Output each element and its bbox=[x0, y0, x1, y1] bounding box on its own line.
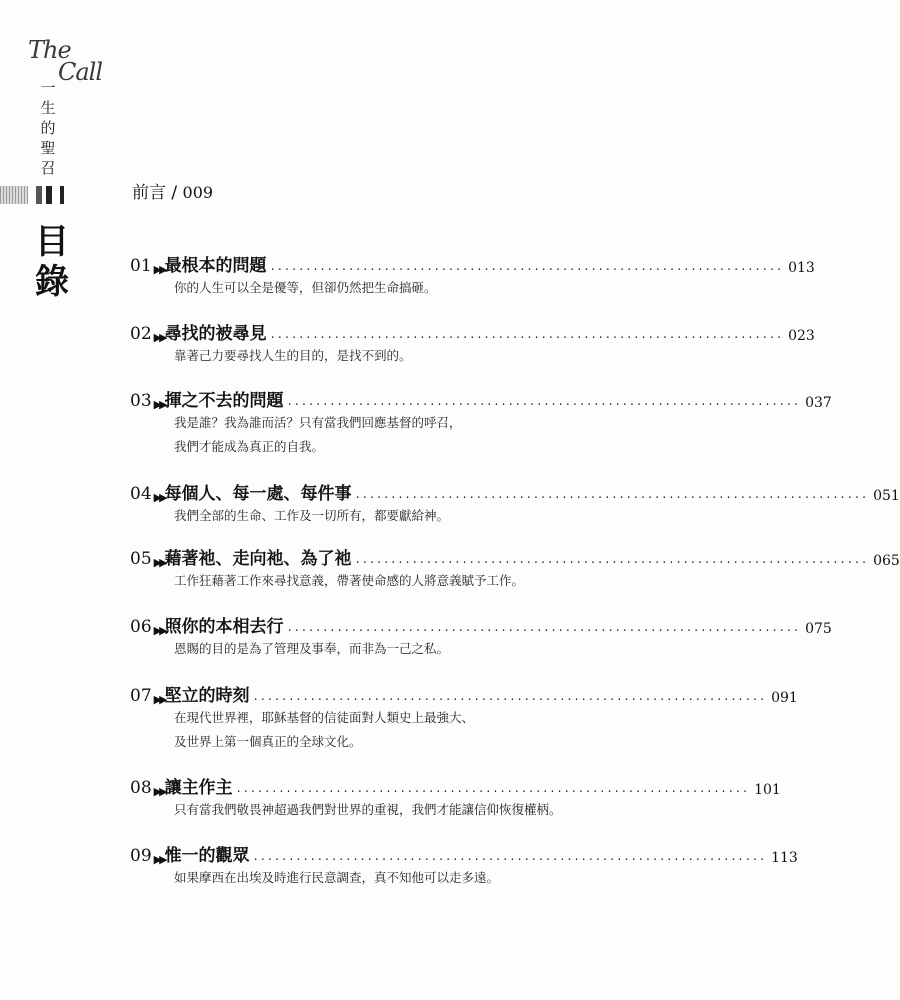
chapter-number: 03 bbox=[130, 391, 152, 411]
chapter-description bbox=[174, 344, 600, 368]
double-arrow-icon: ▶▶ bbox=[153, 491, 165, 504]
description-line: 只有當我們敬畏神超過我們對世界的重視，我們才能讓信仰恢復權柄。 bbox=[174, 802, 562, 817]
double-arrow-icon: ▶▶ bbox=[153, 693, 165, 706]
logo-word-the: The bbox=[28, 36, 71, 64]
toc-heading-char: 錄 bbox=[35, 262, 69, 302]
chapter-title: 惟一的觀眾 bbox=[164, 846, 250, 866]
leader-dots: ........................................................................ bbox=[236, 781, 751, 796]
chapter-title: 照你的本相去行 bbox=[164, 617, 284, 637]
chapter-description bbox=[174, 866, 600, 890]
toc-entry-09[interactable] bbox=[130, 840, 798, 890]
description-line: 我們才能成為真正的自我。 bbox=[174, 439, 325, 454]
chapter-number: 07 bbox=[130, 686, 152, 706]
description-line: 靠著己力要尋找人生的目的，是找不到的。 bbox=[174, 348, 412, 363]
bar-gray bbox=[36, 186, 42, 204]
chapter-title: 最根本的問題 bbox=[164, 256, 267, 276]
description-line: 及世界上第一個真正的全球文化。 bbox=[174, 734, 362, 749]
page-number: 075 bbox=[805, 621, 832, 637]
chapter-number: 09 bbox=[130, 846, 152, 866]
chapter-title: 每個人、每一處、每件事 bbox=[164, 484, 352, 504]
description-line: 我是誰？我為誰而活？只有當我們回應基督的呼召， bbox=[174, 415, 462, 430]
double-arrow-icon: ▶▶ bbox=[153, 263, 165, 276]
leader-dots: ........................................................................ bbox=[287, 620, 802, 635]
double-arrow-icon: ▶▶ bbox=[153, 556, 165, 569]
bar-thin bbox=[60, 186, 64, 204]
leader-dots: ........................................................................ bbox=[287, 394, 802, 409]
logo-word-call: Call bbox=[58, 58, 103, 86]
vertical-title-char: 的 bbox=[40, 119, 56, 137]
chapter-number: 05 bbox=[130, 549, 152, 569]
chapter-description bbox=[174, 276, 600, 300]
page-number: 051 bbox=[873, 488, 900, 504]
toc-entry-04[interactable] bbox=[130, 478, 900, 528]
bar-hatched bbox=[0, 186, 28, 204]
leader-dots: ........................................................................ bbox=[270, 259, 785, 274]
page-number: 023 bbox=[788, 328, 815, 344]
toc-entry-07[interactable] bbox=[130, 680, 798, 754]
decorative-bars bbox=[0, 186, 70, 204]
preface-title: 前言 bbox=[132, 183, 166, 203]
preface-entry[interactable] bbox=[132, 178, 213, 203]
chapter-title: 讓主作主 bbox=[164, 778, 233, 798]
chapter-number: 08 bbox=[130, 778, 152, 798]
chapter-description bbox=[174, 637, 600, 661]
description-line: 恩賜的目的是為了管理及事奉，而非為一己之私。 bbox=[174, 641, 450, 656]
chapter-description bbox=[174, 504, 600, 528]
page-number: 065 bbox=[873, 553, 900, 569]
leader-dots: ........................................................................ bbox=[253, 849, 768, 864]
description-line: 我們全部的生命、工作及一切所有，都要獻給神。 bbox=[174, 508, 450, 523]
page-number: 101 bbox=[754, 782, 781, 798]
toc-heading-char: 目 bbox=[35, 222, 69, 262]
chapter-title: 揮之不去的問題 bbox=[164, 391, 284, 411]
chapter-title: 堅立的時刻 bbox=[164, 686, 250, 706]
chapter-description bbox=[174, 569, 600, 593]
vertical-title-char: 聖 bbox=[40, 139, 56, 157]
chapter-description bbox=[174, 798, 600, 822]
double-arrow-icon: ▶▶ bbox=[153, 785, 165, 798]
page-number: 037 bbox=[805, 395, 832, 411]
chapter-description bbox=[174, 706, 600, 754]
double-arrow-icon: ▶▶ bbox=[153, 331, 165, 344]
chapter-number: 02 bbox=[130, 324, 152, 344]
vertical-title-char: 生 bbox=[40, 99, 56, 117]
toc-entry-03[interactable] bbox=[130, 385, 832, 459]
leader-dots: ........................................................................ bbox=[270, 327, 785, 342]
toc-heading bbox=[34, 222, 70, 302]
chapter-number: 06 bbox=[130, 617, 152, 637]
description-line: 在現代世界裡，耶穌基督的信徒面對人類史上最強大、 bbox=[174, 710, 475, 725]
chapter-number: 01 bbox=[130, 256, 152, 276]
preface-page: 009 bbox=[182, 183, 214, 202]
vertical-title-char: 召 bbox=[40, 159, 56, 177]
vertical-book-title bbox=[38, 78, 58, 178]
leader-dots: ........................................................................ bbox=[253, 689, 768, 704]
chapter-title: 尋找的被尋見 bbox=[164, 324, 267, 344]
chapter-description bbox=[174, 411, 600, 459]
description-line: 工作狂藉著工作來尋找意義，帶著使命感的人將意義賦予工作。 bbox=[174, 573, 525, 588]
preface-separator: / bbox=[171, 183, 178, 203]
double-arrow-icon: ▶▶ bbox=[153, 398, 165, 411]
page-number: 091 bbox=[771, 690, 798, 706]
toc-entry-08[interactable] bbox=[130, 772, 781, 822]
page-number: 113 bbox=[771, 850, 798, 866]
double-arrow-icon: ▶▶ bbox=[153, 624, 165, 637]
double-arrow-icon: ▶▶ bbox=[153, 853, 165, 866]
chapter-title: 藉著祂、走向祂、為了祂 bbox=[164, 549, 352, 569]
bar-dark bbox=[46, 186, 52, 204]
toc-entry-05[interactable] bbox=[130, 543, 900, 593]
toc-entry-02[interactable] bbox=[130, 318, 815, 368]
leader-dots: ........................................................................ bbox=[355, 552, 870, 567]
description-line: 你的人生可以全是優等，但卻仍然把生命搞砸。 bbox=[174, 280, 437, 295]
toc-entry-01[interactable] bbox=[130, 250, 815, 300]
leader-dots: ........................................................................ bbox=[355, 487, 870, 502]
chapter-number: 04 bbox=[130, 484, 152, 504]
page-number: 013 bbox=[788, 260, 815, 276]
description-line: 如果摩西在出埃及時進行民意調查，真不知他可以走多遠。 bbox=[174, 870, 500, 885]
toc-entry-06[interactable] bbox=[130, 611, 832, 661]
vertical-title-char: 一 bbox=[40, 79, 56, 97]
